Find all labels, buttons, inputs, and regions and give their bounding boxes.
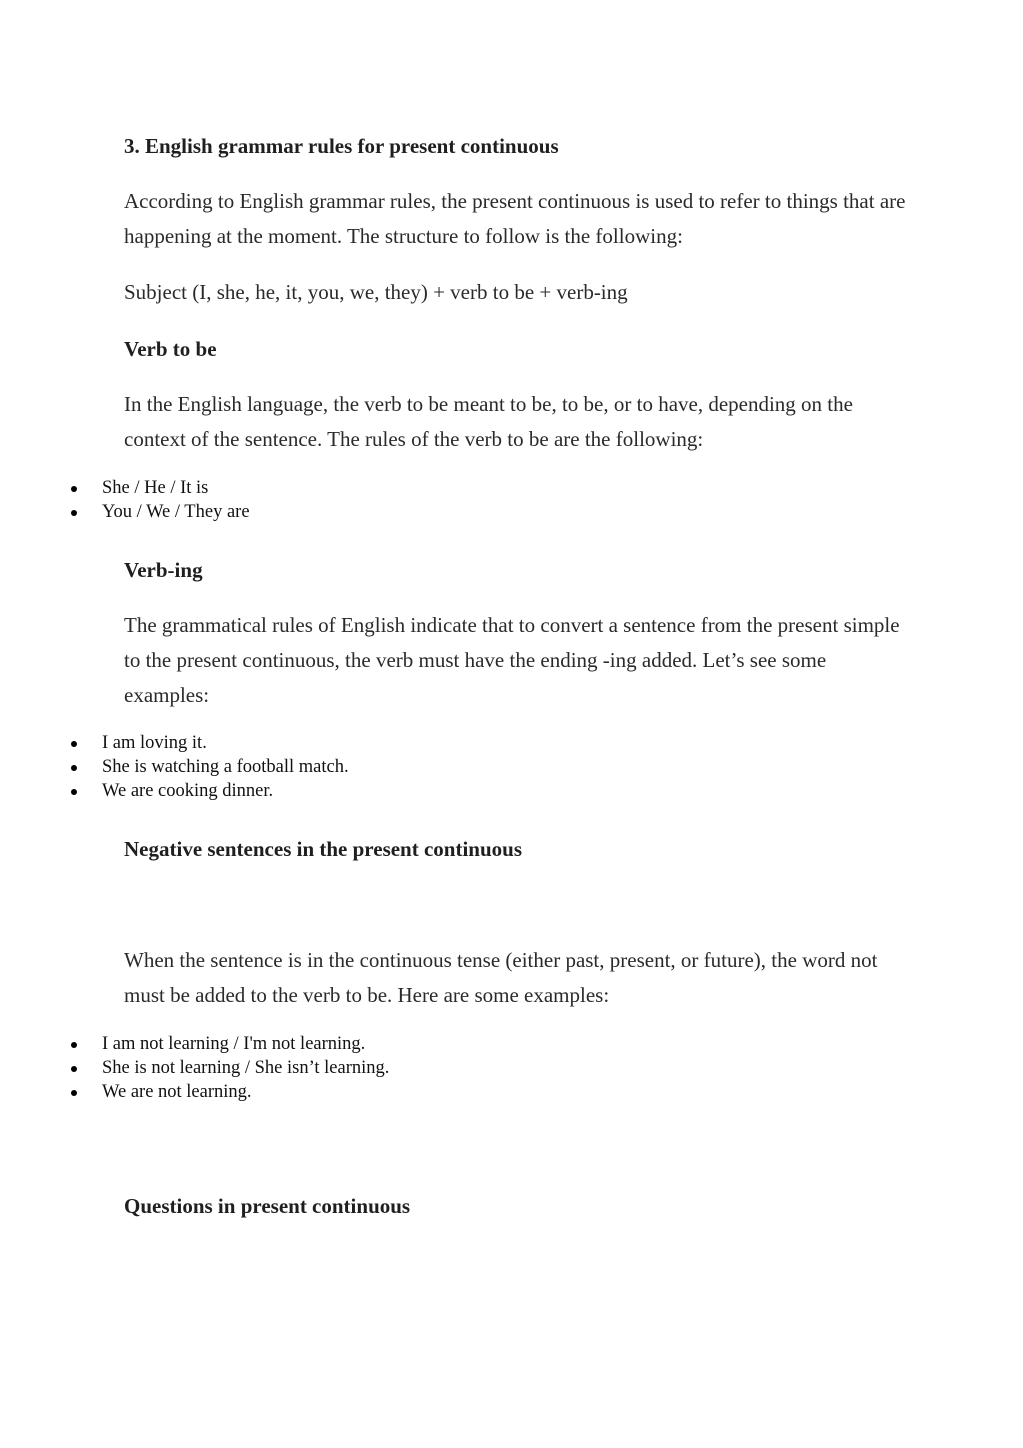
bullet-icon bbox=[71, 510, 77, 516]
verb-to-be-paragraph: In the English language, the verb to be meant to be, to be, or to have, depending on the context of the sentence. The rules of the verb to be are the following: bbox=[124, 392, 853, 451]
bullet-icon bbox=[71, 486, 77, 492]
verb-ing-heading: Verb-ing bbox=[124, 558, 203, 582]
bullet-icon bbox=[71, 765, 77, 771]
bullet-icon bbox=[71, 1066, 77, 1072]
list-item-text: I am not learning / I'm not learning. bbox=[102, 1034, 366, 1054]
list-item-text: She is not learning / She isn’t learning. bbox=[102, 1058, 390, 1078]
list-item-text: We are not learning. bbox=[102, 1082, 252, 1102]
questions-heading: Questions in present continuous bbox=[124, 1194, 411, 1218]
structure-formula: Subject (I, she, he, it, you, we, they) + verb to be + verb-ing bbox=[124, 280, 628, 304]
bullet-icon bbox=[71, 741, 77, 747]
list-item-text: She is watching a football match. bbox=[102, 757, 349, 777]
negative-paragraph: When the sentence is in the continuous tense (either past, present, or future), the word not must be added to the verb to be. Here are some examples: bbox=[124, 948, 878, 1007]
intro-paragraph: According to English grammar rules, the present continuous is used to refer to things that are happening at the moment. The structure to follow is the following: bbox=[124, 189, 906, 248]
negative-heading: Negative sentences in the present continuous bbox=[124, 837, 523, 861]
verb-ing-paragraph: The grammatical rules of English indicate that to convert a sentence from the present simple to the present continuous, the verb must have the ending -ing added. Let’s see some examples: bbox=[124, 613, 900, 707]
verb-to-be-heading: Verb to be bbox=[124, 337, 217, 361]
bullet-icon bbox=[71, 1090, 77, 1096]
bullet-icon bbox=[71, 789, 77, 795]
list-item-text: You / We / They are bbox=[102, 502, 250, 522]
list-item-text: We are cooking dinner. bbox=[102, 781, 274, 801]
list-item-text: I am loving it. bbox=[102, 733, 207, 753]
bullet-icon bbox=[71, 1042, 77, 1048]
section-title: 3. English grammar rules for present continuous bbox=[124, 134, 559, 158]
list-item-text: She / He / It is bbox=[102, 478, 209, 498]
